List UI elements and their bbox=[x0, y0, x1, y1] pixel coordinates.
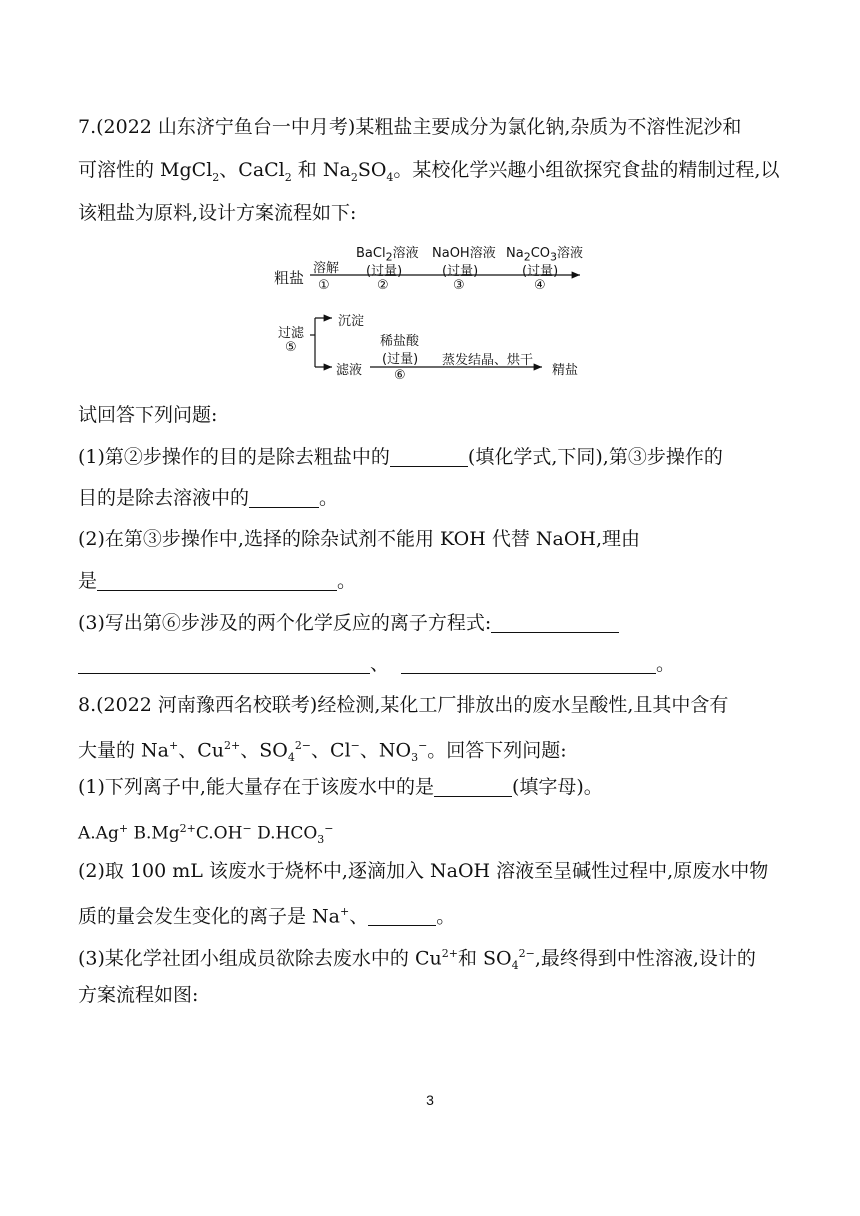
sub: 4 bbox=[386, 170, 394, 184]
q7-text: 是 bbox=[78, 570, 98, 592]
sup: − bbox=[242, 822, 252, 835]
q7-line-2 bbox=[78, 157, 779, 191]
sub: 2 bbox=[385, 250, 393, 264]
step2-excess: (过量) bbox=[366, 264, 403, 279]
q7-part2-line1: (2)在第③步操作中,选择的除杂试剂不能用 KOH 代替 NaOH,理由 bbox=[78, 528, 641, 550]
step6-number: ⑥ bbox=[394, 368, 406, 383]
step4-excess: (过量) bbox=[522, 264, 559, 279]
na2co3-tail: 溶液 bbox=[557, 246, 584, 261]
sub: 2 bbox=[350, 170, 358, 184]
q7-prompt: 试回答下列问题: bbox=[78, 404, 218, 426]
sup: − bbox=[350, 739, 360, 752]
q7-part3-line2 bbox=[78, 651, 675, 677]
answer-blank[interactable] bbox=[368, 907, 436, 926]
bacl2-text: BaCl bbox=[356, 246, 386, 261]
sup: 2+ bbox=[224, 739, 241, 752]
answer-blank[interactable] bbox=[390, 448, 468, 467]
q8-text: 大量的 Na bbox=[78, 739, 169, 762]
q7-line-3: 该粗盐为原料,设计方案流程如下: bbox=[78, 202, 357, 224]
q7-text: 。 bbox=[337, 570, 357, 592]
bacl2-tail: 溶液 bbox=[392, 246, 419, 261]
sub: 2 bbox=[523, 250, 531, 264]
step1-number: ① bbox=[318, 278, 330, 293]
fine-salt-label: 精盐 bbox=[552, 363, 579, 378]
q8-text: (填字母)。 bbox=[511, 776, 603, 798]
q7-text: 。某校化学兴趣小组欲探究食盐的精制过程,以 bbox=[393, 159, 780, 181]
sup: + bbox=[169, 739, 179, 752]
q8-text: (1)下列离子中,能大量存在于该废水中的是 bbox=[78, 776, 434, 798]
q8-text: 、Cl bbox=[311, 739, 351, 762]
evaporation-label: 蒸发结晶、烘干 bbox=[442, 353, 534, 368]
q7-text: 、 bbox=[370, 653, 390, 675]
q7-text: 和 Na bbox=[291, 159, 351, 181]
sup: + bbox=[340, 905, 350, 918]
sup: − bbox=[418, 739, 428, 752]
sup: 2− bbox=[294, 739, 312, 752]
q8-line-1: 8.(2022 河南豫西名校联考)经检测,某化工厂排放出的废水呈酸性,且其中含有 bbox=[78, 694, 729, 716]
q7-text: 可溶性的 MgCl bbox=[78, 159, 213, 181]
step2-number: ② bbox=[377, 278, 389, 293]
q7-part1-line2 bbox=[78, 485, 338, 511]
answer-blank[interactable] bbox=[249, 489, 319, 508]
na2co3-text: Na bbox=[506, 246, 524, 261]
sub: 3 bbox=[317, 833, 325, 847]
step3-number: ③ bbox=[453, 278, 465, 293]
page-number: 3 bbox=[426, 1092, 434, 1108]
salt-purification-flowchart bbox=[270, 240, 600, 390]
q8-text: 。回答下列问题: bbox=[427, 739, 567, 762]
step5-number: ⑤ bbox=[285, 340, 297, 355]
q8-part2-line1: (2)取 100 mL 该废水于烧杯中,逐滴加入 NaOH 溶液至呈碱性过程中,原废水中物 bbox=[78, 860, 769, 882]
q7-text: SO bbox=[357, 159, 387, 181]
precipitate-label: 沉淀 bbox=[338, 314, 365, 329]
answer-blank[interactable] bbox=[401, 655, 656, 674]
q7-part1-line1 bbox=[78, 444, 723, 470]
filter-label: 过滤 bbox=[278, 326, 305, 341]
q8-part3-line1 bbox=[78, 941, 756, 979]
q8-text: 、SO bbox=[240, 739, 288, 762]
sub: 2 bbox=[284, 170, 292, 184]
q7-line-1: 7.(2022 山东济宁鱼台一中月考)某粗盐主要成分为氯化钠,杂质为不溶性泥沙和 bbox=[78, 116, 742, 138]
q8-part3-line2: 方案流程如图: bbox=[78, 984, 199, 1006]
sup: 2+ bbox=[179, 822, 196, 835]
sup: − bbox=[324, 822, 334, 835]
filtrate-label: 滤液 bbox=[336, 363, 363, 378]
step4-number: ④ bbox=[534, 278, 546, 293]
sub: 4 bbox=[511, 959, 519, 973]
option-d: D.HCO bbox=[251, 823, 318, 844]
q8-text: (3)某化学社团小组成员欲除去废水中的 Cu bbox=[78, 947, 442, 970]
q8-text: 、Cu bbox=[178, 739, 224, 762]
q7-text: (填化学式,下同),第③步操作的 bbox=[467, 446, 723, 468]
q8-text: 、NO bbox=[359, 739, 412, 762]
q7-part3-line1 bbox=[78, 610, 619, 636]
q7-text: (3)写出第⑥步涉及的两个化学反应的离子方程式: bbox=[78, 612, 492, 634]
sup: 2− bbox=[518, 947, 535, 960]
q8-text: 。 bbox=[436, 905, 456, 928]
answer-blank[interactable] bbox=[491, 614, 619, 633]
q8-text: 质的量会发生变化的离子是 Na bbox=[78, 905, 340, 928]
q7-text: 、CaCl bbox=[219, 159, 285, 181]
option-b: B.Mg bbox=[128, 823, 180, 844]
answer-blank[interactable] bbox=[97, 572, 337, 591]
q8-text: ,最终得到中性溶液,设计的 bbox=[534, 947, 756, 970]
answer-blank[interactable] bbox=[78, 655, 370, 674]
q7-text: (1)第②步操作的目的是除去粗盐中的 bbox=[78, 446, 390, 468]
crude-salt-label: 粗盐 bbox=[274, 269, 305, 287]
q8-options bbox=[78, 816, 334, 853]
q7-text: 目的是除去溶液中的 bbox=[78, 487, 250, 509]
step6-excess: (过量) bbox=[382, 352, 419, 367]
na2co3-text: CO bbox=[530, 246, 551, 261]
option-c: C.OH bbox=[195, 823, 243, 844]
sub: 2 bbox=[212, 170, 220, 184]
q8-text: 和 SO bbox=[457, 947, 512, 970]
q7-text: 。 bbox=[656, 653, 676, 675]
sup: + bbox=[118, 822, 129, 835]
step3-excess: (过量) bbox=[442, 264, 479, 279]
q8-text: 、 bbox=[349, 905, 369, 928]
answer-blank[interactable] bbox=[434, 778, 512, 797]
q7-part2-line2 bbox=[78, 568, 356, 594]
sub: 3 bbox=[411, 751, 419, 765]
step1-label: 溶解 bbox=[313, 261, 340, 276]
option-a: A.Ag bbox=[78, 823, 119, 844]
q8-part2-line2 bbox=[78, 899, 455, 929]
sub: 4 bbox=[287, 751, 295, 765]
sub: 3 bbox=[550, 250, 558, 264]
sup: 2+ bbox=[441, 947, 458, 960]
q8-part1 bbox=[78, 774, 603, 800]
naoh-label: NaOH溶液 bbox=[432, 246, 496, 261]
hcl-label: 稀盐酸 bbox=[380, 334, 420, 349]
q7-text: 。 bbox=[319, 487, 339, 509]
q8-line-2 bbox=[78, 733, 567, 771]
